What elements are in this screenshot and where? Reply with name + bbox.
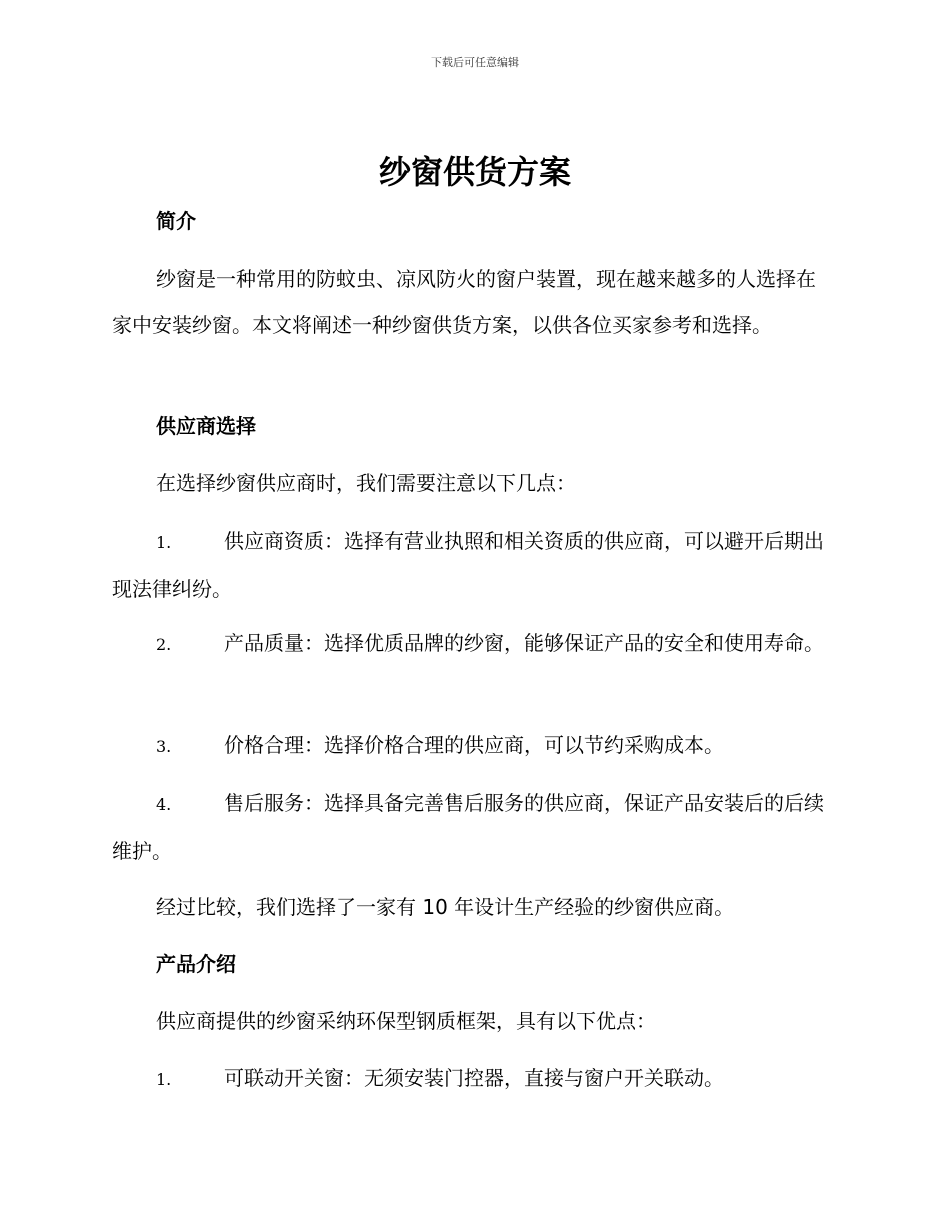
list-number: 3. — [156, 737, 172, 756]
header-note: 下载后可任意编辑 — [431, 56, 519, 69]
list-text: 售后服务：选择具备完善售后服务的供应商，保证产品安装后的后续维护。 — [112, 791, 824, 863]
list-item — [112, 620, 832, 668]
list-text: 价格合理：选择价格合理的供应商，可以节约采购成本。 — [224, 733, 724, 757]
list-text: 供应商资质：选择有营业执照和相关资质的供应商，可以避开后期出现法律纠纷。 — [112, 529, 824, 601]
list-number: 1. — [156, 533, 172, 552]
section-heading-product: 产品介绍 — [156, 952, 236, 976]
list-item — [112, 1055, 832, 1103]
supplier-conclusion-paragraph: 经过比较，我们选择了一家有 10 年设计生产经验的纱窗供应商。 — [156, 895, 735, 919]
list-item — [112, 518, 832, 612]
product-intro-paragraph: 供应商提供的纱窗采纳环保型钢质框架，具有以下优点： — [156, 1009, 656, 1033]
section-heading-intro: 简介 — [156, 209, 196, 233]
list-text: 产品质量：选择优质品牌的纱窗，能够保证产品的安全和使用寿命。 — [224, 631, 824, 655]
list-number: 1. — [156, 1070, 172, 1089]
section-heading-supplier: 供应商选择 — [156, 414, 256, 438]
list-text: 可联动开关窗：无须安装门控器，直接与窗户开关联动。 — [224, 1066, 724, 1090]
supplier-intro-paragraph: 在选择纱窗供应商时，我们需要注意以下几点： — [156, 471, 576, 495]
list-item — [112, 722, 832, 770]
intro-paragraph: 纱窗是一种常用的防蚊虫、凉风防火的窗户装置，现在越来越多的人选择在家中安装纱窗。本文将阐述一种纱窗供货方案，以供各位买家参考和选择。 — [112, 267, 816, 337]
list-number: 4. — [156, 795, 172, 814]
document-title: 纱窗供货方案 — [378, 153, 571, 191]
list-number: 2. — [156, 635, 172, 654]
list-item — [112, 780, 832, 874]
